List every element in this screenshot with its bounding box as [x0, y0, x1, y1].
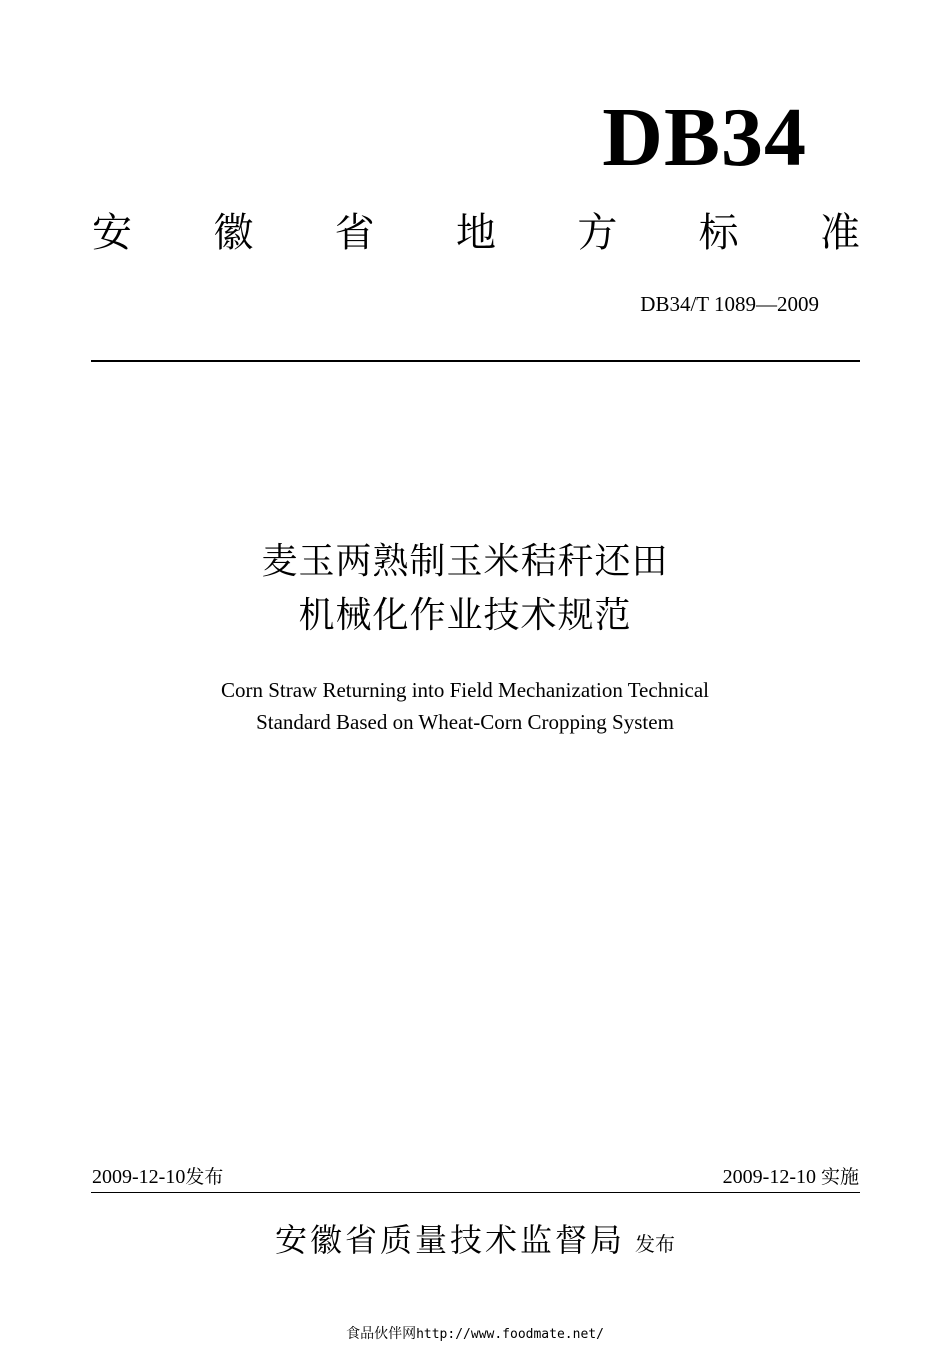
- footer-site-name: 食品伙伴网: [346, 1326, 417, 1342]
- issuer-line: [0, 1220, 950, 1266]
- top-divider: [91, 360, 860, 362]
- standard-type-char: 省: [334, 210, 375, 256]
- standard-type-char: 方: [577, 210, 618, 256]
- title-en-line-2: Standard Based on Wheat-Corn Cropping System: [256, 710, 674, 734]
- standard-type-char: 徽: [213, 210, 254, 256]
- standard-number: DB34/T 1089—2009: [640, 292, 819, 316]
- standard-type-char: 地: [455, 210, 496, 256]
- issue-label: 发布: [185, 1166, 224, 1188]
- standard-type-char: 安: [92, 210, 132, 256]
- bottom-divider: [91, 1192, 860, 1193]
- issuer-suffix: 发布: [635, 1232, 675, 1256]
- implement-date-block: [723, 1165, 859, 1189]
- standard-type-char: 标: [698, 210, 739, 256]
- title-cn-line-1: 麦玉两熟制玉米秸秆还田: [261, 541, 669, 582]
- issue-date-block: [92, 1165, 223, 1189]
- title-cn-line-2: 机械化作业技术规范: [298, 595, 632, 636]
- issue-date: 2009-12-10: [92, 1166, 186, 1188]
- standard-type-heading: [92, 208, 860, 258]
- title-en-line-1: Corn Straw Returning into Field Mechanization Technical: [220, 678, 710, 702]
- implement-date: 2009-12-10: [722, 1166, 816, 1188]
- standard-code-logo: DB34: [602, 91, 807, 184]
- standard-type-char: 准: [819, 210, 860, 256]
- issuer-name: 安徽省质量技术监督局: [274, 1221, 625, 1259]
- footer-url[interactable]: http://www.foodmate.net/: [416, 1327, 604, 1342]
- footer-watermark: [0, 1324, 950, 1345]
- implement-label: 实施: [820, 1166, 859, 1188]
